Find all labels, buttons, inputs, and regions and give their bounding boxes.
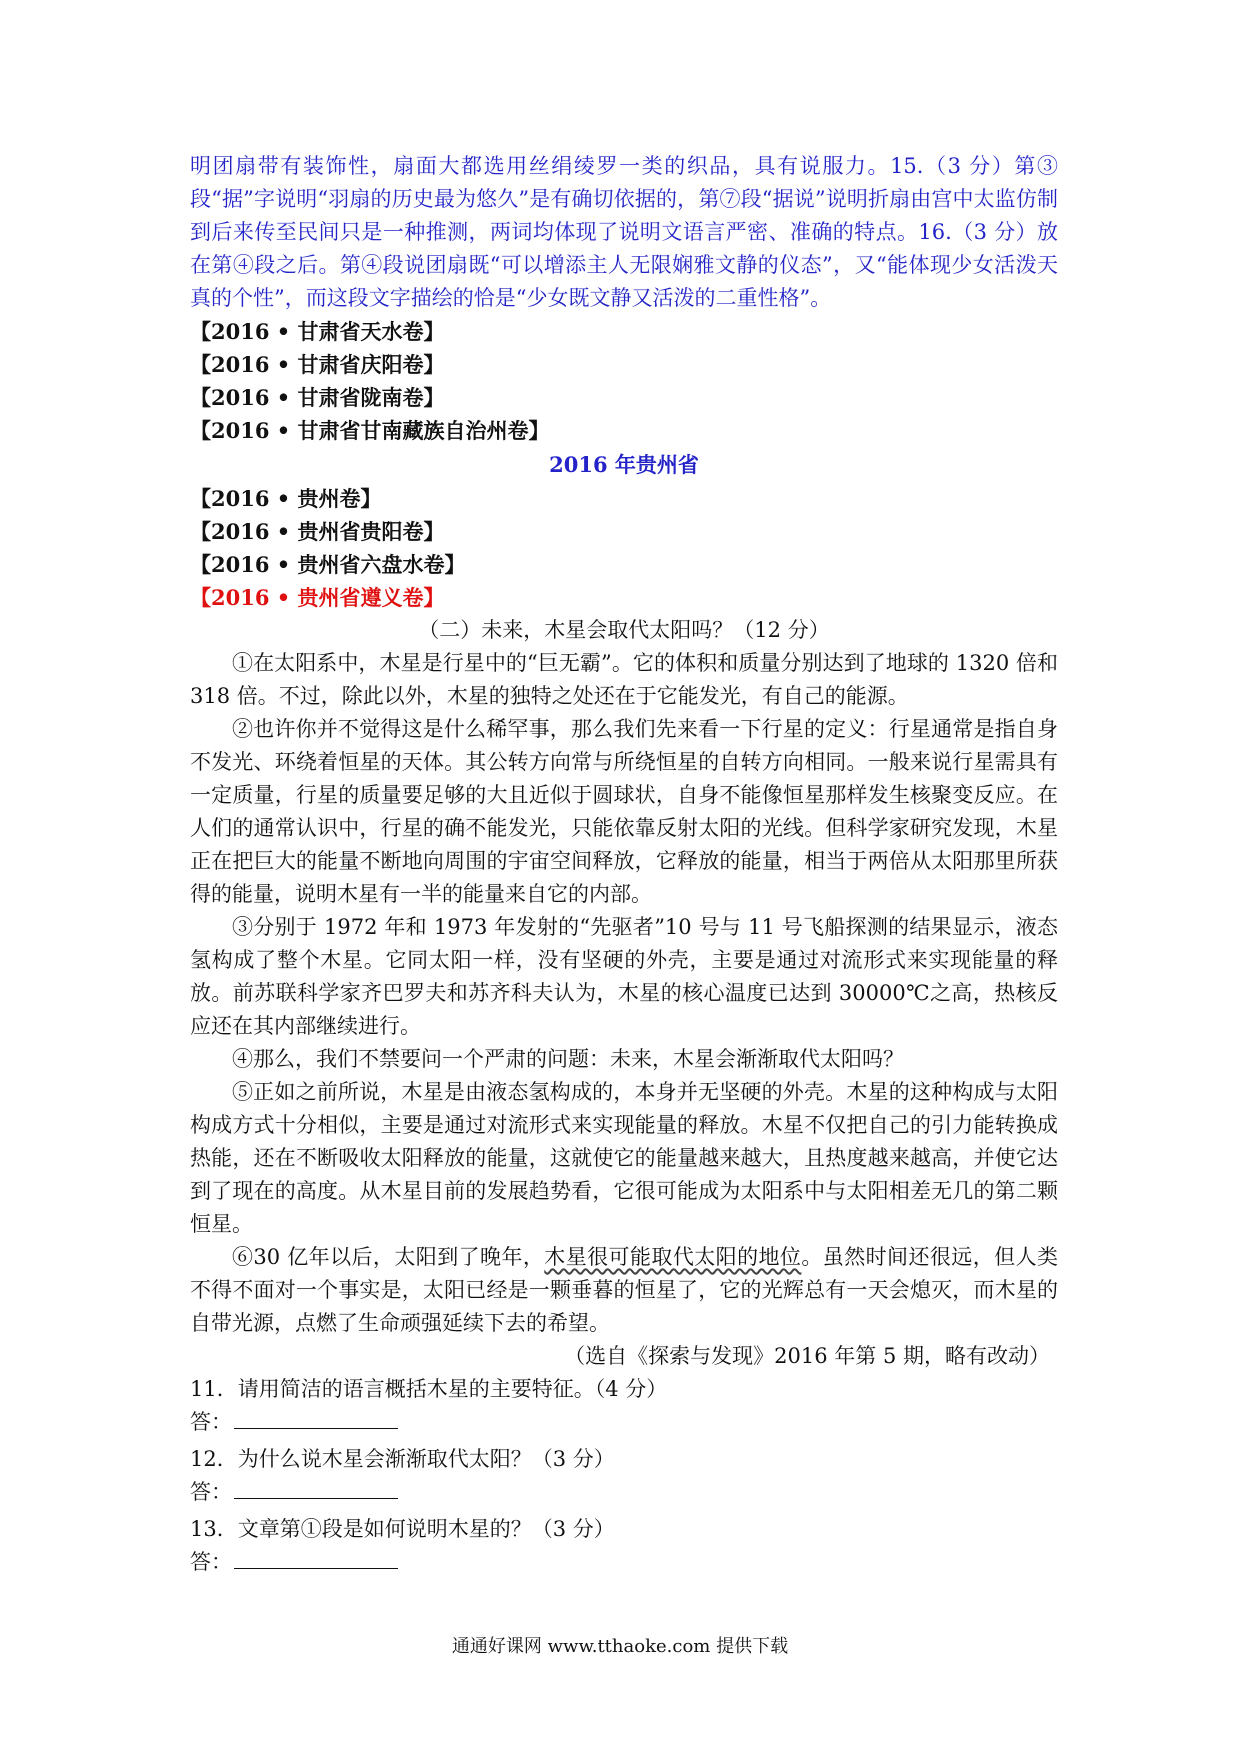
- answer-explanations: 明团扇带有装饰性，扇面大都选用丝绢绫罗一类的织品，具有说服力。15.（3 分）第③段“据”字说明“羽扇的历史最为悠久”是有确切依据的，第⑦段“据说”说明折扇由宫中太监仿制到后来传至民间只是一种推测，两词均体现了说明文语言严密、准确的特点。16.（3 分）放在第④段之后。第④段说团扇既“可以增添主人无限娴雅文静的仪态”，又“能体现少女活泼天真的个性”，而这段文字描绘的恰是“少女既文静又活泼的二重性格”。: [190, 154, 1058, 310]
- question-13: 13．文章第①段是如何说明木星的？（3 分）: [190, 1517, 615, 1541]
- article-paragraph-1: ①在太阳系中，木星是行星中的“巨无霸”。它的体积和质量分别达到了地球的 1320 倍和 318 倍。不过，除此以外，木星的独特之处还在于它能发光，有自己的能源。: [190, 651, 1058, 708]
- question-11: 11．请用简洁的语言概括木星的主要特征。（4 分）: [190, 1377, 668, 1401]
- article-title: （二）未来，木星会取代太阳吗？（12 分）: [418, 618, 830, 642]
- article-paragraph-6: [190, 1241, 1058, 1340]
- article-paragraph-5: ⑤正如之前所说，木星是由液态氢构成的，本身并无坚硬的外壳。木星的这种构成与太阳构成方式十分相似，主要是通过对流形式来实现能量的释放。木星不仅把自己的引力能转换成热能，还在不断吸收太阳释放的能量，这就使它的能量越来越大，且热度越来越高，并使它达到了现在的高度。从木星目前的发展趋势看，它很可能成为太阳系中与太阳相差无几的第二颗恒星。: [190, 1080, 1058, 1236]
- answer-label: 答：: [190, 1410, 232, 1434]
- article-source: （选自《探索与发现》2016 年第 5 期，略有改动）: [564, 1344, 1050, 1368]
- exam-heading-tianshui: 【2016 • 甘肃省天水卷】: [190, 319, 445, 344]
- exam-heading-guiyang: 【2016 • 贵州省贵阳卷】: [190, 519, 445, 544]
- answer-blank[interactable]: [234, 1497, 398, 1499]
- answer-label: 答：: [190, 1480, 232, 1504]
- paragraph-6-start: ⑥30 亿年以后，太阳到了晚年，: [232, 1245, 545, 1269]
- answer-label: 答：: [190, 1550, 232, 1574]
- document-page: [190, 150, 1058, 1583]
- answer-blank[interactable]: [234, 1427, 398, 1429]
- exam-heading-guizhou: 【2016 • 贵州卷】: [190, 486, 382, 511]
- question-12: 12．为什么说木星会渐渐取代太阳？（3 分）: [190, 1447, 615, 1471]
- paragraph-6-end: 。虽然时间还很远，但人类不得不面对一个事实是，太阳已经是一颗垂暮的恒星了，它的光辉总有一天会熄灭，而木星的自带光源，点燃了生命顽强延续下去的希望。: [190, 1245, 1058, 1335]
- answer-blank[interactable]: [234, 1567, 398, 1569]
- answer-11: [190, 1406, 1058, 1439]
- article-paragraph-4: ④那么，我们不禁要问一个严肃的问题：未来，木星会渐渐取代太阳吗？: [232, 1047, 904, 1071]
- exam-heading-longnan: 【2016 • 甘肃省陇南卷】: [190, 385, 445, 410]
- section-title: 2016 年贵州省: [549, 452, 699, 477]
- page-footer: 通通好课网 www.tthaoke.com 提供下载: [451, 1636, 789, 1657]
- exam-heading-gannan: 【2016 • 甘肃省甘南藏族自治州卷】: [190, 418, 550, 443]
- answer-13: [190, 1546, 1058, 1579]
- underlined-phrase: 木星很可能取代太阳的地位: [544, 1245, 802, 1269]
- article-paragraph-3: ③分别于 1972 年和 1973 年发射的“先驱者”10 号与 11 号飞船探测的结果显示，液态氢构成了整个木星。它同太阳一样，没有坚硬的外壳，主要是通过对流形式来实现能量的释放。前苏联科学家齐巴罗夫和苏齐科夫认为，木星的核心温度已达到 30000℃之高，热核反应还在其内部继续进行。: [190, 915, 1058, 1038]
- answer-12: [190, 1476, 1058, 1509]
- exam-heading-zunyi: 【2016 • 贵州省遵义卷】: [190, 585, 445, 610]
- exam-heading-liupanshui: 【2016 • 贵州省六盘水卷】: [190, 552, 466, 577]
- exam-heading-qingyang: 【2016 • 甘肃省庆阳卷】: [190, 352, 445, 377]
- article-paragraph-2: ②也许你并不觉得这是什么稀罕事，那么我们先来看一下行星的定义：行星通常是指自身不发光、环绕着恒星的天体。其公转方向常与所绕恒星的自转方向相同。一般来说行星需具有一定质量，行星的质量要足够的大且近似于圆球状，自身不能像恒星那样发生核聚变反应。在人们的通常认识中，行星的确不能发光，只能依靠反射太阳的光线。但科学家研究发现，木星正在把巨大的能量不断地向周围的宇宙空间释放，它释放的能量，相当于两倍从太阳那里所获得的能量，说明木星有一半的能量来自它的内部。: [190, 717, 1058, 906]
